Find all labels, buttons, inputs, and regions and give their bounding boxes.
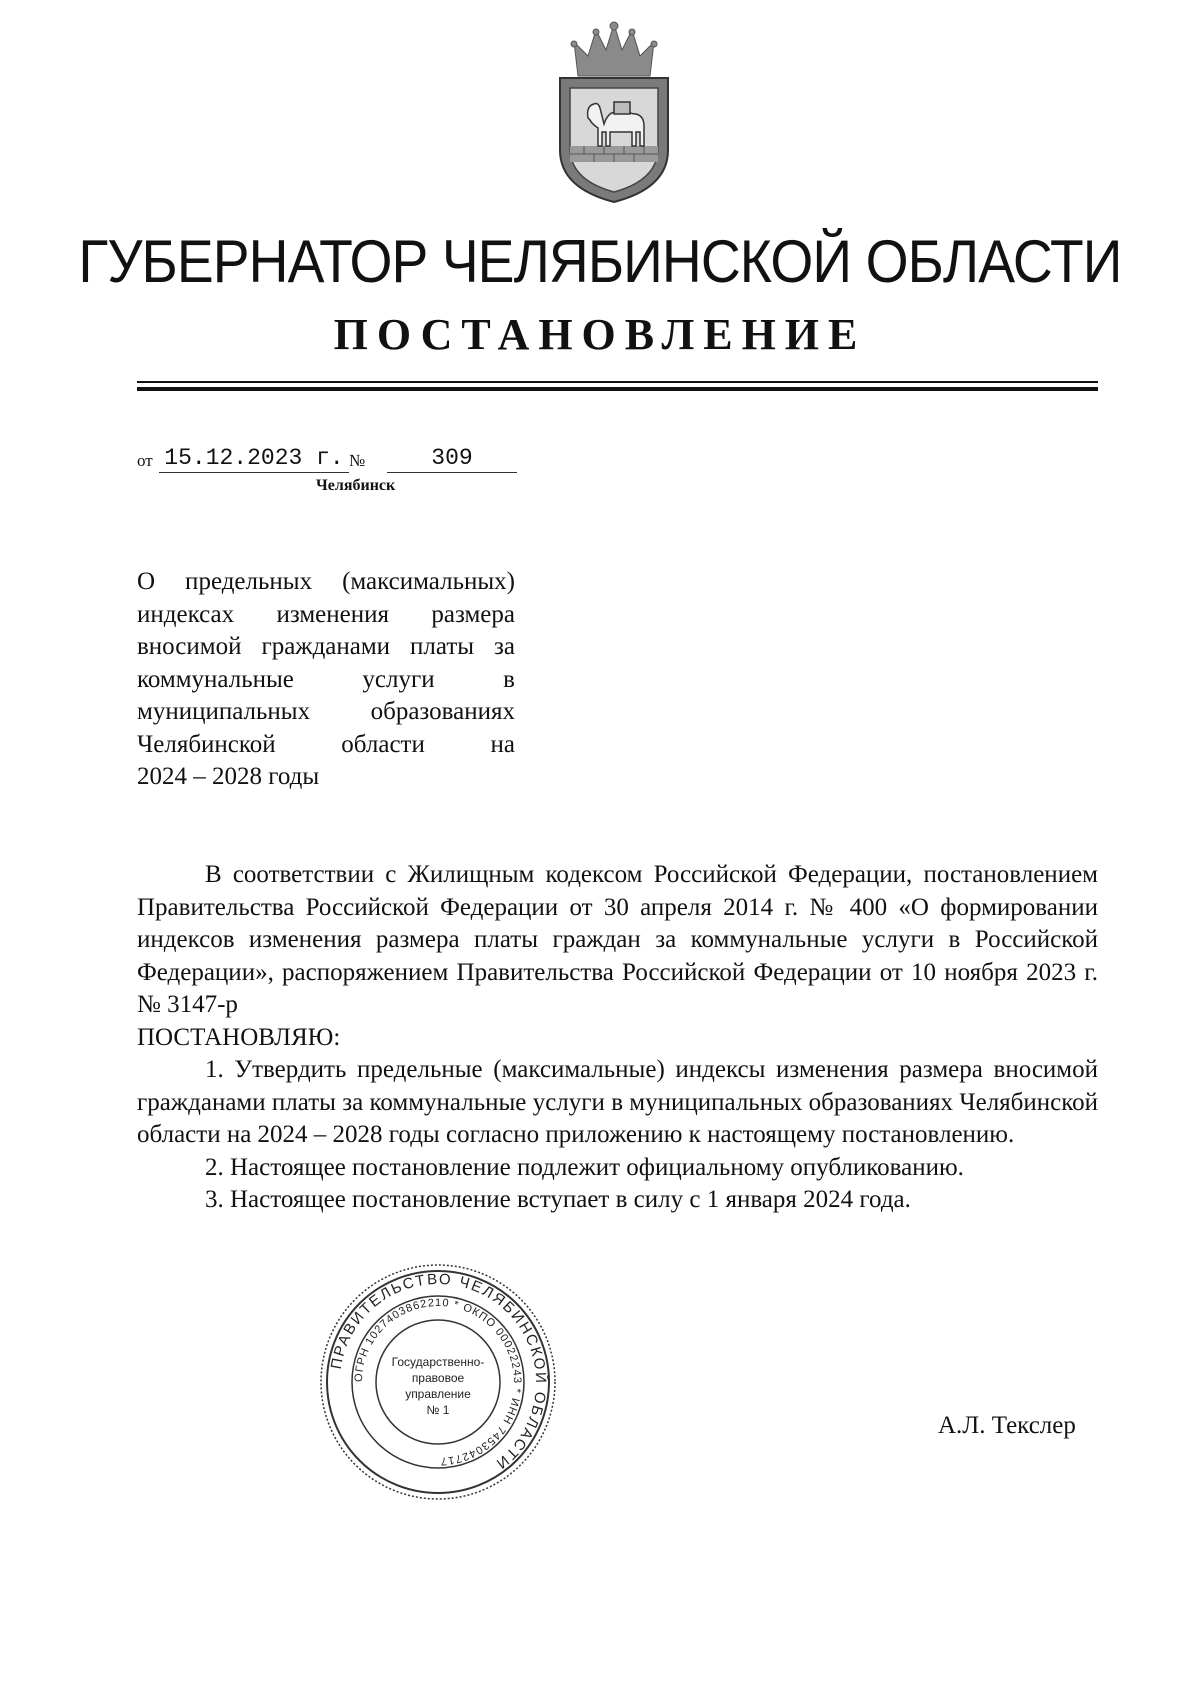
from-label: от xyxy=(137,451,153,470)
decree-word: ПОСТАНОВЛЯЮ: xyxy=(137,1023,341,1051)
subject-text: О предельных (максимальных) индексах изменения размера вносимой гражданами платы за коммунальные услуги в муниципальных образованиях Челябинской области на xyxy=(137,568,515,758)
document-date: 15.12.2023 г. xyxy=(159,444,349,473)
chelyabinsk-coat-of-arms-icon xyxy=(544,20,684,206)
seal-center-line-2: правовое xyxy=(411,1371,465,1385)
number-label: № xyxy=(349,451,366,470)
seal-inner-text: ОГРН 1027403862210 * ОКПО 00022243 * ИНН 7453042717 xyxy=(352,1296,524,1468)
item-2: 2. Настоящее постановление подлежит официальному опубликованию. xyxy=(205,1153,964,1181)
seal-center-line-3: управление xyxy=(405,1387,471,1401)
seal-center-line-1: Государственно- xyxy=(391,1355,485,1369)
item-3: 3. Настоящее постановление вступает в силу с 1 января 2024 года. xyxy=(205,1186,911,1213)
date-number-line xyxy=(137,445,617,475)
document-body xyxy=(137,859,1098,1217)
item-1: 1. Утвердить предельные (максимальные) индексы изменения размера вносимой гражданами платы за коммунальные услуги в муниципальных образованиях Челябинской области на 2024 – 2028 годы согласно приложению к настоящему постановлению. xyxy=(137,1056,1098,1148)
official-seal xyxy=(318,1262,558,1502)
authority-title: ГУБЕРНАТОР ЧЕЛЯБИНСКОЙ ОБЛАСТИ xyxy=(78,228,1122,295)
document-subject xyxy=(137,566,515,794)
seal-outer-text: ПРАВИТЕЛЬСТВО ЧЕЛЯБИНСКОЙ ОБЛАСТИ xyxy=(327,1270,550,1473)
header-divider-thin xyxy=(137,381,1098,383)
document-number: 309 xyxy=(387,444,517,473)
city-label: Челябинск xyxy=(316,477,396,494)
preamble: В соответствии с Жилищным кодексом Российской Федерации, постановлением Правительства Российской Федерации от 30 апреля 2014 г. № 400 «О формировании индексов изменения размера платы граждан за коммунальные услуги в Российской Федерации», распоряжением Правительства Российской Федерации от 10 ноября 2023 г. № 3147-р xyxy=(137,861,1098,1018)
seal-center-line-4: № 1 xyxy=(426,1403,450,1417)
document-type: ПОСТАНОВЛЕНИЕ xyxy=(333,310,867,359)
signatory-name: А.Л. Текслер xyxy=(938,1412,1076,1439)
header-divider-thick xyxy=(137,387,1098,391)
subject-last-line: 2024 – 2028 годы xyxy=(137,763,320,790)
